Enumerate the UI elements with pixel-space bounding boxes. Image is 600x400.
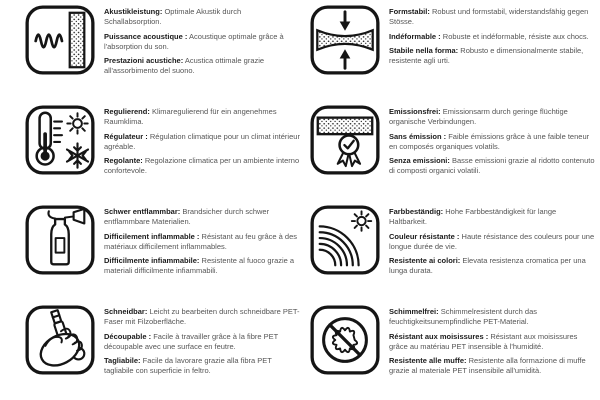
text-de: Regulierend: Klimaregulierend für ein angenehmes Raumklima. [104, 107, 277, 127]
shape-stability-icon [310, 5, 380, 75]
sound-absorption-icon [25, 5, 95, 75]
feature-texts [389, 7, 595, 71]
text-de: Formstabil: Robust und formstabil, widerstandsfähig gegen Stösse. [389, 7, 589, 27]
feature-texts [389, 207, 595, 281]
fire-extinguisher-icon [25, 205, 95, 275]
feature-texts [104, 307, 300, 381]
feature-climate [0, 100, 300, 200]
feature-texts [389, 107, 595, 181]
feature-acoustic [0, 0, 300, 100]
text-it: Prestazioni acustiche: Acustica ottimale grazie all'assorbimento del suono. [104, 56, 265, 76]
text-de: Schneidbar: Leicht zu bearbeiten durch schneidbare PET-Faser mit Filzoberfläche. [104, 307, 300, 327]
text-de: Schimmelfrei: Schimmelresistent durch das feuchtigkeitsunempfindliche PET-Material. [389, 307, 537, 327]
text-fr: Régulateur : Régulation climatique pour un climat intérieur agréable. [104, 131, 300, 151]
text-it: Stabile nella forma: Robusto e dimensionalmente stabile, resistente agli urti. [389, 46, 584, 66]
text-fr: Indéformable : Robuste et indéformable, résiste aux chocs. [389, 31, 589, 41]
text-it: Tagliabile: Facile da lavorare grazie alla fibra PET tagliabile con superficie in feltro. [104, 356, 272, 376]
text-de: Farbbeständig: Hohe Farbbeständigkeit für lange Haltbarkeit. [389, 207, 557, 227]
feature-emission-free [300, 100, 600, 200]
feature-texts [104, 7, 300, 81]
cuttable-icon [25, 305, 95, 375]
text-de: Akustikleistung: Optimale Akustik durch Schallabsorption. [104, 7, 242, 27]
text-it: Resistente ai colori: Elevata resistenza cromatica per una lunga durata. [389, 256, 586, 276]
feature-texts [389, 307, 595, 381]
text-fr: Sans émission : Faible émissions grâce à une faible teneur en composés organiques volatils. [389, 131, 590, 151]
text-it: Senza emissioni: Basse emissioni grazie al ridotto contenuto di composti organici volatili. [389, 156, 595, 176]
text-fr: Couleur résistante : Haute résistance des couleurs pour une longue durée de vie. [389, 231, 595, 251]
text-de: Schwer entflammbar: Brandsicher durch schwer entflammbare Materialien. [104, 207, 270, 227]
feature-flame-retardant [0, 200, 300, 300]
text-it: Regolante: Regolazione climatica per un ambiente interno confortevole. [104, 156, 300, 176]
text-fr: Puissance acoustique : Acoustique optimale grâce à l'absorption du son. [104, 31, 284, 51]
emission-free-icon [310, 105, 380, 175]
text-fr: Difficilement inflammable : Résistant au feu grâce à des matériaux difficilement inflammables. [104, 231, 298, 251]
feature-cuttable [0, 300, 300, 400]
color-fastness-icon [310, 205, 380, 275]
feature-mold-free [300, 300, 600, 400]
feature-texts [104, 207, 300, 281]
feature-shape-stable [300, 0, 600, 100]
feature-texts [104, 107, 300, 181]
text-fr: Résistant aux moisissures : Résistant aux moisissures grâce au matériau PET insensible à l'humidité. [389, 331, 578, 351]
climate-regulating-icon [25, 105, 95, 175]
text-it: Difficilmente infiammabile: Resistente al fuoco grazie a materiali difficilmente infiammabili. [104, 256, 295, 276]
text-de: Emissionsfrei: Emissionsarm durch geringe flüchtige organische Verbindungen. [389, 107, 568, 127]
feature-color-fast [300, 200, 600, 300]
text-it: Resistente alle muffe: Resistente alla formazione di muffe grazie al materiale PET insensibile all'umidità. [389, 356, 586, 376]
mold-free-icon [310, 305, 380, 375]
text-fr: Découpable : Facile à travailler grâce à la fibre PET découpable avec une surface en feutre. [104, 331, 279, 351]
